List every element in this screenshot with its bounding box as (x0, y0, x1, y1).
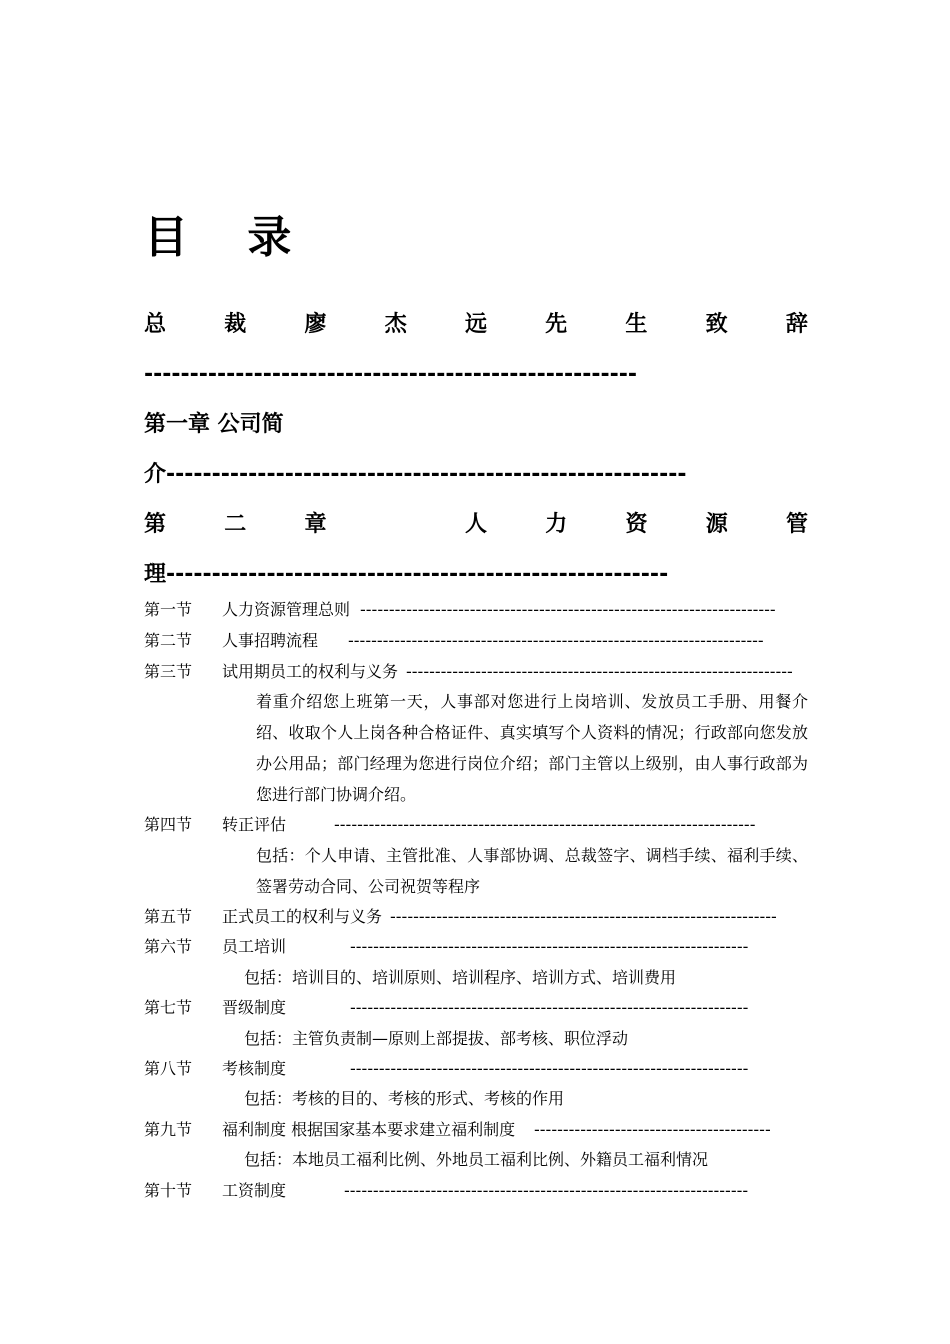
speech-leader-dashes: ------------------------------------------------------ (144, 362, 638, 387)
section-leader-dashes: ------------------------------------------------------------------- (406, 662, 793, 681)
section-title: 福利制度 根据国家基本要求建立福利制度 (222, 1120, 516, 1139)
page-title: 目 录 (144, 212, 314, 263)
section-number: 第五节 (144, 907, 193, 926)
section-number: 第二节 (144, 631, 193, 650)
section-title: 转正评估 (222, 815, 287, 834)
section-number: 第一节 (144, 600, 193, 619)
chapter2-char: 人 (464, 512, 487, 537)
speech-char: 裁 (224, 312, 247, 337)
speech-char: 致 (705, 312, 728, 337)
section-title: 考核制度 (222, 1059, 287, 1078)
toc-chapter-2-line2[interactable]: 理------------------------------------------------------- (144, 562, 669, 587)
chapter2-char: 第 (144, 512, 167, 537)
section-leader-dashes: --------------------------------------------------------------------- (350, 937, 749, 956)
chapter2-char: 章 (304, 512, 327, 537)
section-8-includes: 包括：考核的目的、考核的形式、考核的作用 (244, 1089, 565, 1108)
section-9-includes: 包括：本地员工福利比例、外地员工福利比例、外籍员工福利情况 (244, 1150, 709, 1169)
section-leader-dashes: ------------------------------------------------------------------- (390, 907, 777, 926)
chapter2-char: 资 (625, 512, 648, 537)
section-leader-dashes: --------------------------------------------------------------------- (350, 1059, 749, 1078)
section-number: 第七节 (144, 998, 193, 1017)
speech-char: 先 (545, 312, 568, 337)
section-leader-dashes: ------------------------------------------------------------------------- (334, 815, 756, 834)
speech-char: 廖 (304, 312, 327, 337)
section-title: 人力资源管理总则 (222, 600, 351, 619)
section-title: 员工培训 (222, 937, 287, 956)
section-title: 正式员工的权利与义务 (222, 907, 383, 926)
section-number: 第六节 (144, 937, 193, 956)
speech-char: 总 (144, 312, 167, 337)
speech-char: 生 (625, 312, 648, 337)
chapter2-char (385, 510, 407, 540)
speech-char: 杰 (384, 312, 407, 337)
speech-char: 辞 (785, 312, 808, 337)
toc-chapter-1-line2[interactable]: 介--------------------------------------------------------- (144, 462, 687, 487)
section-leader-dashes: ------------------------------------------------------------------------ (348, 631, 764, 650)
speech-char: 远 (464, 312, 487, 337)
toc-speech-heading[interactable] (144, 310, 808, 340)
section-number: 第八节 (144, 1059, 193, 1078)
section-leader-dashes: --------------------------------------------------------------------- (350, 998, 749, 1017)
section-title: 人事招聘流程 (222, 631, 319, 650)
chapter2-char: 力 (545, 512, 568, 537)
section-number: 第十节 (144, 1181, 193, 1200)
section-leader-dashes: ---------------------------------------------------------------------- (344, 1181, 749, 1200)
section-title: 试用期员工的权利与义务 (222, 662, 399, 681)
section-number: 第三节 (144, 662, 193, 681)
section-leader-dashes: ----------------------------------------- (534, 1120, 771, 1139)
section-leader-dashes: ------------------------------------------------------------------------ (360, 600, 776, 619)
toc-chapter-2-line1[interactable] (144, 510, 808, 540)
section-7-includes: 包括：主管负责制—原则上部提拔、部考核、职位浮动 (244, 1029, 629, 1048)
chapter2-char: 管 (785, 512, 808, 537)
section-number: 第四节 (144, 815, 193, 834)
section-number: 第九节 (144, 1120, 193, 1139)
section-title: 工资制度 (222, 1181, 287, 1200)
toc-chapter-1-line1[interactable]: 第一章 公司简 (144, 412, 284, 437)
section-title: 晋级制度 (222, 998, 287, 1017)
chapter2-char: 二 (224, 512, 247, 537)
chapter2-char: 源 (705, 512, 728, 537)
section-4-description: 包括：个人申请、主管批准、人事部协调、总裁签字、调档手续、福利手续、签署劳动合同、公司祝贺等程序 (256, 846, 808, 896)
section-3-description: 着重介绍您上班第一天，人事部对您进行上岗培训、发放员工手册、用餐介绍、收取个人上岗各种合格证件、真实填写个人资料的情况；行政部向您发放办公用品；部门经理为您进行岗位介绍；部门主管以上级别，由人事行政部为您进行部门协调介绍。 (256, 692, 808, 804)
section-6-includes: 包括：培训目的、培训原则、培训程序、培训方式、培训费用 (244, 968, 677, 987)
